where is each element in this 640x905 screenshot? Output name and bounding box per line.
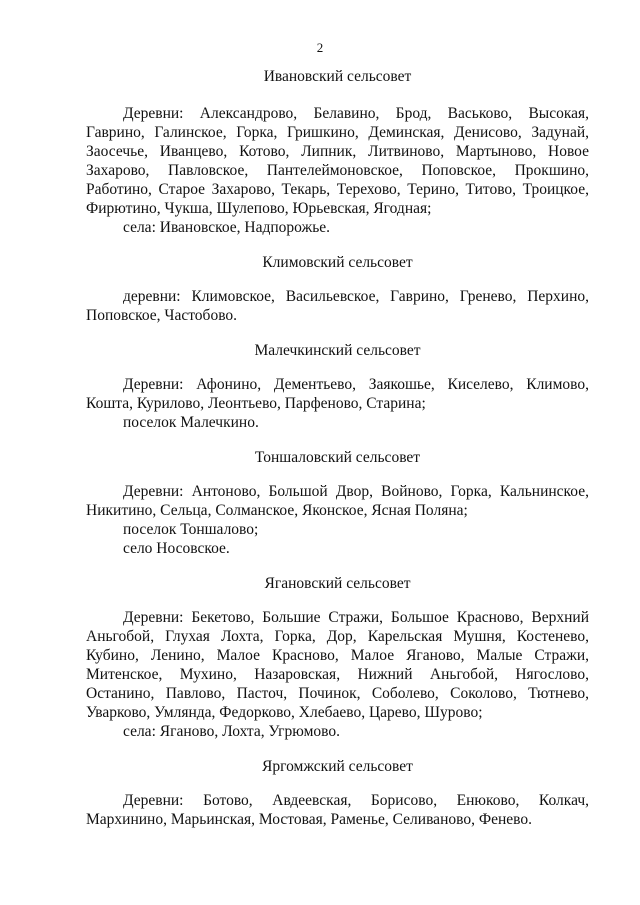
villages-paragraph: Деревни: Бекетово, Большие Стражи, Большое Красново, Верхний Аньгобой, Глухая Лохта, Горка, Дор, Карельская Мушня, Костенево, Кубино, Ленино, Малое Красново, Малое Яганово, Малые Стражи, Митенское, Мухино, Назаровская, Нижний Аньгобой, Нягослово, Останино, Павлово, Пасточ, Починок, Соболево, Соколово, Тютнево, Уварково, Умлянда, Федорково, Хлебаево, Царево, Шурово; [86, 609, 589, 721]
villages-paragraph: деревни: Климовское, Васильевское, Гаврино, Гренево, Перхино, Поповское, Частобово. [86, 288, 589, 324]
section-yargomzhsky [86, 757, 589, 829]
section-yaganovsky [86, 574, 589, 741]
section-title: Ивановский сельсовет [263, 68, 412, 85]
villages-paragraph: Деревни: Антоново, Большой Двор, Войново, Горка, Кальнинское, Никитино, Сельца, Солманское, Яконское, Ясная Поляна; [86, 483, 589, 519]
section-title: Климовский сельсовет [262, 254, 413, 271]
section-title: Малечкинский сельсовет [254, 342, 421, 359]
settlements-line: поселок Тоншалово; [123, 521, 259, 538]
settlements-line: села: Ивановское, Надпорожье. [123, 219, 331, 236]
section-malechkinsky [86, 341, 589, 432]
section-klimovsky [86, 253, 589, 325]
section-title: Ягановский сельсовет [264, 575, 411, 592]
villages-paragraph: Деревни: Ботово, Авдеевская, Борисово, Енюково, Колкач, Мархинино, Марьинская, Мостовая, Раменье, Селиваново, Фенево. [86, 792, 589, 828]
settlements-line: поселок Малечкино. [123, 414, 259, 431]
document-body [86, 67, 589, 845]
section-ivanovsky [86, 67, 589, 237]
page-number: 2 [316, 40, 324, 55]
section-title: Яргомжский сельсовет [262, 758, 413, 775]
section-title: Тоншаловский сельсовет [254, 449, 421, 466]
villages-paragraph: Деревни: Александрово, Белавино, Брод, Васьково, Высокая, Гаврино, Галинское, Горка, Гришкино, Деминская, Денисово, Задунай, Заосечье, Иванцево, Котово, Липник, Литвиново, Мартыново, Новое Захарово, Павловское, Пантелеймоновское, Поповское, Прокшино, Работино, Старое Захарово, Текарь, Терехово, Терино, Титово, Троицкое, Фирютино, Чукша, Шулепово, Юрьевская, Ягодная; [86, 105, 589, 217]
section-tonshalovsky [86, 448, 589, 558]
settlements-line: село Носовское. [123, 540, 230, 557]
villages-paragraph: Деревни: Афонино, Дементьево, Заякошье, Киселево, Климово, Кошта, Курилово, Леонтьево, Парфеново, Старина; [86, 376, 589, 412]
settlements-line: села: Яганово, Лохта, Угрюмово. [123, 723, 341, 740]
